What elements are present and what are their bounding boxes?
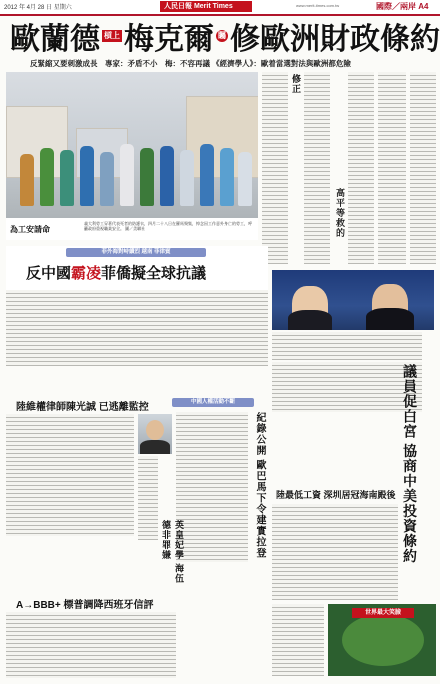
story-4-body <box>6 612 176 678</box>
story-3-body <box>6 414 134 536</box>
figure-white <box>120 144 134 206</box>
figure-white-2 <box>238 152 252 206</box>
headline-part-2: 梅克爾 <box>124 22 214 57</box>
section-tag-1: 菲外海對峙續烈 越南 菲律賓 <box>66 248 206 257</box>
figure-grey <box>180 150 194 206</box>
story-3-headline: 陸維權律師陳光誠 已逃離監控 <box>16 402 149 413</box>
lead-story-column-1 <box>262 72 288 264</box>
story-5-body <box>272 504 398 600</box>
building-left <box>6 106 68 178</box>
headline-part-3: 修歐洲財政條約 <box>230 22 440 57</box>
suit-left <box>288 310 332 330</box>
story-4-headline: A→BBB+ 標普調降西班牙信評 <box>16 600 154 611</box>
figure-blue-3 <box>200 144 214 206</box>
lead-story-column-5 <box>410 72 436 264</box>
page-number: A4 <box>418 2 429 11</box>
politicians-photo <box>272 270 434 330</box>
main-headline <box>10 16 440 57</box>
portrait-face <box>146 420 164 440</box>
figure-orange <box>20 154 34 206</box>
story-2-headline-red: 霸凌 <box>71 264 102 282</box>
headline-badge-1: 槓上 <box>104 31 120 40</box>
newspaper-logo: 人民日報 Merit Times <box>160 1 252 12</box>
obama-story-body <box>176 412 248 562</box>
story-2-headline <box>26 262 206 283</box>
section-label <box>376 1 428 12</box>
figure-lightblue <box>100 152 114 206</box>
photo2-caption-text <box>272 332 422 360</box>
figure-blue-2 <box>160 146 174 206</box>
stadium-field <box>342 614 424 666</box>
stadium-photo <box>328 604 436 676</box>
figure-green <box>40 148 54 206</box>
stadium-caption-text <box>272 604 324 676</box>
lead-story-column-4 <box>378 72 406 264</box>
heywood-headline: 英皇妃學 海伍德非罪嫌 <box>161 520 184 584</box>
lead-story-column-3 <box>348 72 374 264</box>
story-5-headline: 陸最低工資 深圳居冠海南殿後 <box>276 490 396 500</box>
headline-part-1: 歐蘭德 <box>10 22 100 57</box>
story-2-body <box>6 290 268 366</box>
story-2-header <box>6 246 268 290</box>
section-tag-2: 中國人權活動不斷 <box>172 398 254 407</box>
figure-darkgreen <box>140 148 154 206</box>
photo-caption-text: 義大利勞工穿著代表死者的防護衣，四月二十八日在羅馬聚集，悼念因工作意外身亡的勞工，呼籲政府重視職業安全。 圖／美聯社 <box>84 221 252 231</box>
story-3-body-2 <box>138 456 158 540</box>
suit-right <box>366 308 414 330</box>
section-name: 國際／兩岸 <box>376 2 416 11</box>
stadium-photo-title: 世界最大笑臉 <box>352 608 414 618</box>
newspaper-url: www.merit-times.com.tw <box>296 3 340 8</box>
story-2-headline-part-1: 反中國 <box>26 264 72 282</box>
story-2-headline-part-2: 菲僑擬全球抗議 <box>101 264 207 282</box>
figure-teal <box>60 150 74 206</box>
issue-date: 2012 年 4月 28 日 星期六 <box>4 5 72 11</box>
headline-badge-2: 矚 <box>218 31 226 40</box>
lead-side-head-2: 高平等救的 <box>335 188 345 238</box>
photo-caption <box>6 218 258 240</box>
main-subheadline: 反緊縮又要刺激成長 專家：矛盾不小 梅：不容再議 《經濟學人》：歐着當選對法與歐洲都危險 <box>30 59 351 68</box>
figure-blue <box>80 146 94 206</box>
figure-skyblue <box>220 148 234 206</box>
congress-headline: 議員促白宮 協商中美投資條約 <box>402 364 418 564</box>
lead-story-column-2 <box>304 72 330 264</box>
lead-side-head-1: 修正 <box>291 74 301 94</box>
photo-caption-title: 為工安請命 <box>10 225 50 234</box>
obama-headline: 紀錄公開 歐巴馬下令建實拉登 <box>254 412 265 559</box>
portrait-body <box>140 440 170 454</box>
chen-guangcheng-portrait <box>138 414 172 454</box>
workers-protest-photo <box>6 72 258 218</box>
